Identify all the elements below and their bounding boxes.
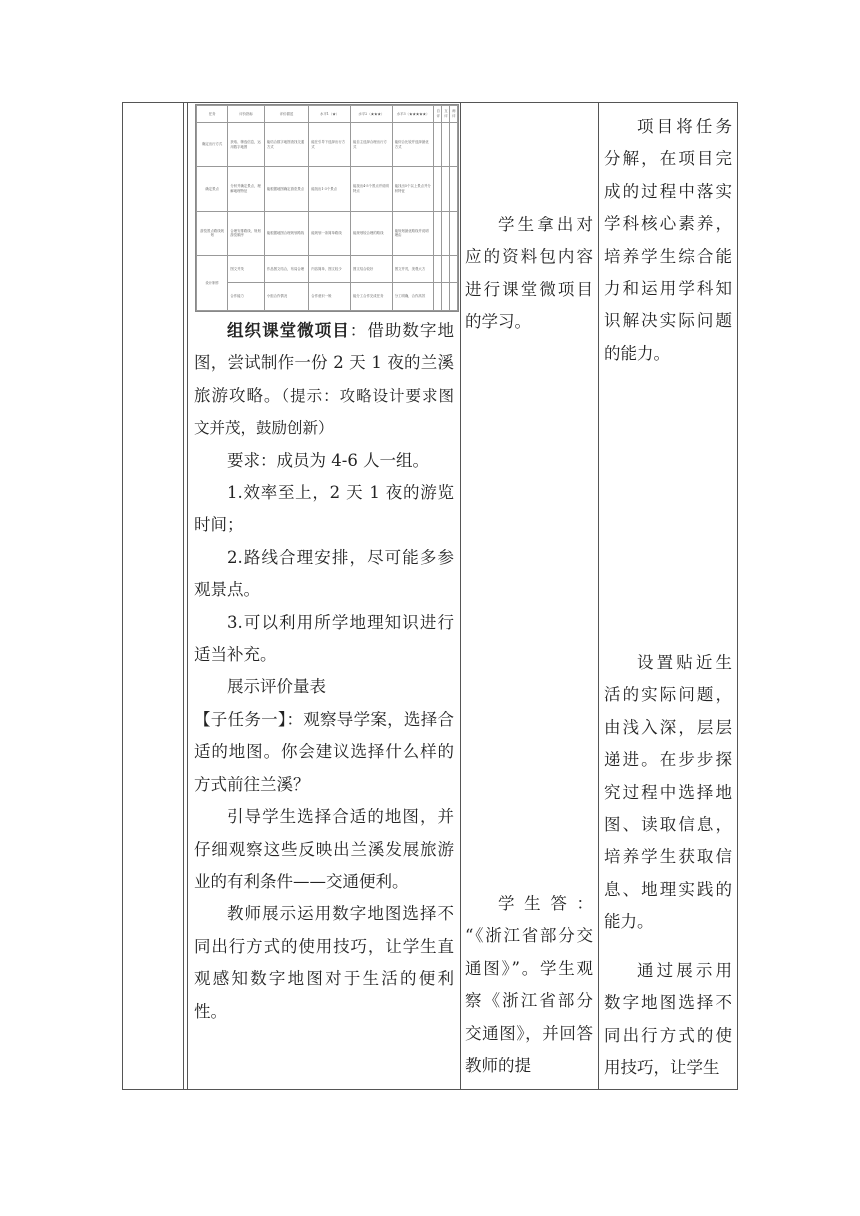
- group-requirement: 要求：成员为 4-6 人一组。: [227, 450, 430, 470]
- rubric-level1: 内容简单，图文较少: [309, 255, 351, 283]
- student-answer-body: “《浙江省部分交通图》”。学生观察《浙江省部分交通图》，并回答教师的提: [465, 926, 593, 1076]
- rubric-row: [197, 211, 458, 255]
- rubric-header: 水平2（★★★）: [350, 106, 392, 123]
- rubric-level2: 能自主选择合理出行方式: [350, 123, 392, 167]
- table-border-col1b: [187, 102, 188, 1090]
- rubric-level2: 能规划较合理的路线: [350, 211, 392, 255]
- rubric-desc: 小组合作情况: [264, 283, 308, 311]
- rubric-header: 水平1（★）: [309, 106, 351, 123]
- rubric-level1: 合作意识一般: [309, 283, 351, 311]
- rubric-desc: 能根据地图确定游览景点: [264, 167, 308, 211]
- student-answer-text: [465, 888, 593, 1082]
- rubric-header: 水平3（★★★★★）: [392, 106, 434, 123]
- student-materials-text: 学生拿出对应的资料包内容进行课堂微项目的学习。: [465, 215, 593, 332]
- rubric-header: 任务: [197, 106, 228, 123]
- show-rubric-text: 展示评价量表: [227, 677, 326, 697]
- rubric-task: 确定景点: [197, 167, 228, 211]
- rubric-indicator: 合理安排路线，规划游览顺序: [228, 211, 265, 255]
- rubric-row: [197, 255, 458, 283]
- requirement-item-3: 3.可以利用所学地理知识进行适当补充。: [194, 612, 454, 665]
- rubric-level2: 能找出4-5个景点并说明特点: [350, 167, 392, 211]
- rubric-header-row: [197, 106, 458, 123]
- rubric-desc: 作品图文结合，布局合理: [264, 255, 308, 283]
- rubric-task: 确定出行方式: [197, 123, 228, 167]
- table-border-right: [737, 102, 738, 1090]
- rubric-level3: 分工明确，合作高效: [392, 283, 434, 311]
- micro-project-label: 组织课堂微项目: [227, 321, 350, 340]
- rubric-indicator: 图文并茂: [228, 255, 265, 283]
- rubric-task: 游览景点路线规划: [197, 211, 228, 255]
- rubric-indicator: 合作能力: [228, 283, 265, 311]
- table-border-col3: [598, 102, 599, 1090]
- micro-project-paragraph: [194, 315, 454, 445]
- rubric-header: 互评: [442, 106, 450, 123]
- rubric-header: 评价指标: [228, 106, 265, 123]
- subtask-one-paragraph: [194, 704, 454, 801]
- rubric-desc: 能结合数字地图查找交通方式: [264, 123, 308, 167]
- student-answer-label: 学 生 答 ：: [498, 894, 593, 913]
- design-intent-3: 通过展示用数字地图选择不同出行方式的使用技巧，让学生: [604, 961, 732, 1078]
- rubric-level2: 图文结合较好: [350, 255, 392, 283]
- subtask-one-label: 【子任务一】: [194, 709, 287, 729]
- rubric-desc: 能根据地图合理规划路线: [264, 211, 308, 255]
- teacher-demo-paragraph: 教师展示运用数字地图选择不同出行方式的使用技巧，让学生直观感知数字地图对于生活的便利性。: [194, 904, 454, 1021]
- micro-project-text: ：借助数字地图，尝试制作一份 2 天 1 夜的兰溪旅游攻略。: [194, 321, 455, 405]
- requirement-item-1: 1.效率至上，2 天 1 夜的游览时间；: [194, 483, 454, 535]
- table-border-col1: [183, 102, 184, 1090]
- rubric-header: 自评: [434, 106, 442, 123]
- design-hint: （提示：攻略设计要求图文并茂，鼓励创新）: [194, 386, 454, 438]
- design-intent-1: 项目将任务分解，在项目完成的过程中落实学科核心素养，培养学生综合能力和运用学科知识解决实际问题的能力。: [604, 117, 732, 363]
- table-border-left: [122, 102, 123, 1090]
- rubric-row: [197, 167, 458, 211]
- rubric-level2: 能分工合作完成任务: [350, 283, 392, 311]
- rubric-indicator: 获取、筛选信息，运用数字地图: [228, 123, 265, 167]
- requirement-item-2: 2.路线合理安排，尽可能多参观景点。: [194, 547, 454, 600]
- rubric-header: 评价描述: [264, 106, 308, 123]
- rubric-row: [197, 123, 458, 167]
- rubric-level1: 能在引导下选择出行方式: [309, 123, 351, 167]
- rubric-level1: 能找出1-3个景点: [309, 167, 351, 211]
- guide-paragraph: 引导学生选择合适的地图，并仔细观察这些反映出兰溪发展旅游业的有利条件——交通便利。: [194, 807, 454, 891]
- rubric-row: [197, 283, 458, 311]
- subtask-one-text: ：观察导学案，选择合适的地图。你会建议选择什么样的方式前往兰溪？: [194, 709, 455, 794]
- rubric-level3: 图文并茂，美观大方: [392, 255, 434, 283]
- teacher-activity-column: [194, 315, 454, 1028]
- evaluation-rubric-image: [195, 104, 459, 312]
- rubric-task: 设计制作: [197, 255, 228, 310]
- rubric-level3: 能规划最优路线并说明理由: [392, 211, 434, 255]
- rubric-indicator: 分析并确定景点，理解地理特征: [228, 167, 265, 211]
- table-top-border: [122, 102, 738, 103]
- design-intent-2: 设置贴近生活的实际问题，由浅入深，层层递进。在步步探究过程中选择地图、读取信息，培养学生获取信息、地理实践的能力。: [604, 653, 732, 932]
- rubric-level3: 能找出5个以上景点并分析特征: [392, 167, 434, 211]
- table-bottom-border: [122, 1089, 738, 1090]
- table-border-col2: [460, 102, 461, 1090]
- rubric-level3: 能综合比较并选择最优方式: [392, 123, 434, 167]
- rubric-header: 师评: [450, 106, 458, 123]
- rubric-level1: 能规划一条简单路线: [309, 211, 351, 255]
